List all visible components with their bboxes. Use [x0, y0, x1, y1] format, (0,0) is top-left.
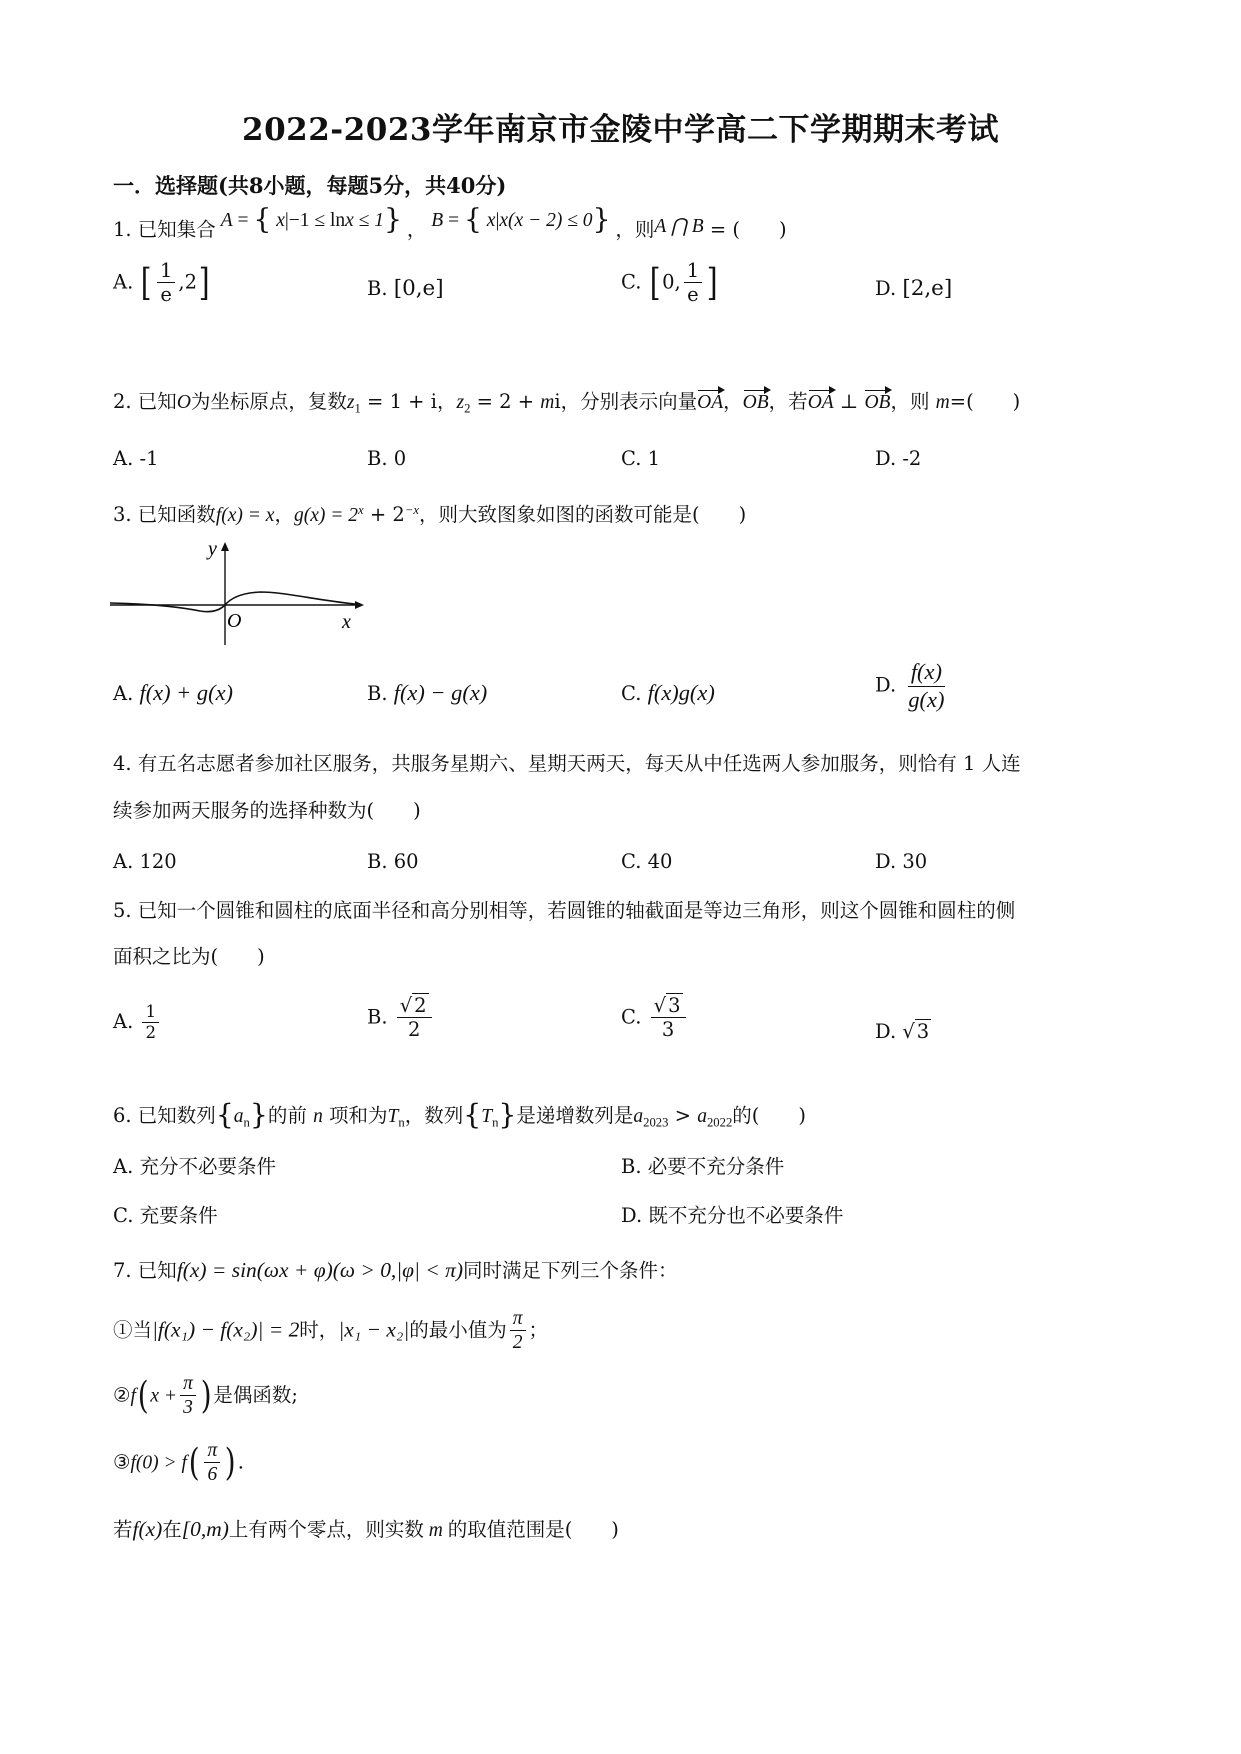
q1-option-c[interactable]: C. [0, $\frac{1}{e}$ ]: [621, 259, 718, 307]
q4-option-b[interactable]: B. 60: [367, 850, 419, 873]
q2-option-d[interactable]: D. -2: [875, 447, 922, 470]
q4-option-a[interactable]: A. 120: [113, 850, 177, 873]
question-6: 6. 已知数列$\{a_n\}$的前 n 项和为$T_n$，数列$\{T_n\}$是递增数列是$a_{2023} > a_{2022}$的( ): [113, 1098, 806, 1131]
q6-option-a[interactable]: A. 充分不必要条件: [113, 1155, 276, 1178]
question-5-line-1: 5. 已知一个圆锥和圆柱的底面半径和高分别相等，若圆锥的轴截面是等边三角形，则这个圆锥和圆柱的侧: [113, 899, 1016, 922]
question-4-line-1: 4. 有五名志愿者参加社区服务，共服务星期六、星期天两天，每天从中任选两人参加服务，则恰有 1 人连: [113, 752, 1021, 775]
y-axis-label: y: [208, 540, 217, 560]
question-1: 1. 已知集合 A = { x|−1 ≤ lnx ≤ 1} ， B = { x|x(x − 2) ≤ 0} ，则A ⋂ B = ( ): [113, 202, 787, 241]
question-2: 2. 已知O为坐标原点，复数$z_1 = 1 + i$，$z_2 = 2$ + mi，分别表示向量OA，OB，若OA ⊥ OB，则 m=( ): [113, 390, 1021, 416]
q3-option-c[interactable]: C. f(x)g(x): [621, 680, 715, 705]
q7-condition-3: ③f(0) > f( $\frac{\pi}{6}$ ).: [113, 1440, 244, 1486]
q5-option-d[interactable]: D. √ 3: [875, 1020, 930, 1043]
question-3: 3. 已知函数f(x) = x，$g(x) = 2^x + 2^{-x}$，则大致图象如图的函数可能是( ): [113, 503, 747, 526]
q1-option-a[interactable]: A. [ $\frac{1}{e}$ ,2]: [113, 259, 210, 307]
q2-option-c[interactable]: C. 1: [621, 447, 661, 470]
q4-option-c[interactable]: C. 40: [621, 850, 673, 873]
question-4-line-2: 续参加两天服务的选择种数为( ): [113, 799, 421, 822]
q1-option-b[interactable]: B. [0,e]: [367, 276, 444, 301]
q3-option-b[interactable]: B. f(x) − g(x): [367, 680, 488, 705]
q6-option-c[interactable]: C. 充要条件: [113, 1204, 218, 1227]
function-curve: [110, 592, 355, 612]
section-heading: 一．选择题(共8小题，每题5分，共40分): [113, 173, 507, 198]
q1-option-d[interactable]: D. [2,e]: [875, 276, 953, 301]
q6-option-d[interactable]: D. 既不充分也不必要条件: [621, 1204, 844, 1227]
q4-option-d[interactable]: D. 30: [875, 850, 928, 873]
x-axis-label: x: [342, 611, 351, 633]
y-axis-arrow: [221, 542, 229, 551]
x-axis-arrow: [355, 601, 364, 609]
question-5-line-2: 面积之比为( ): [113, 945, 265, 968]
origin-label: O: [227, 610, 242, 632]
q3-option-d[interactable]: D. $\frac{f(x)}{g(x)}$: [875, 659, 945, 712]
question-7: 7. 已知f(x) = sin(ωx + φ)(ω > 0,|φ| < π)同时满足下列三个条件：: [113, 1258, 678, 1282]
q7-question: 若f(x)在[0,m)上有两个零点，则实数 m 的取值范围是( ): [113, 1517, 619, 1541]
q6-option-b[interactable]: B. 必要不充分条件: [621, 1155, 785, 1178]
exam-title: 2022-2023学年南京市金陵中学高二下学期期末考试: [242, 112, 999, 148]
q7-condition-1: ①当|f(x₁) − f(x₂)| = 2时，|x₁ − x₂|的最小值为 $\frac{\pi}{2}$ ；: [113, 1308, 549, 1354]
q3-function-graph: [110, 540, 365, 650]
q2-option-a[interactable]: A. -1: [113, 447, 159, 470]
q7-condition-2: ②f(x + $\frac{\pi}{3}$ )是偶函数;: [113, 1373, 298, 1419]
q5-option-c[interactable]: C. $\frac{√ 3}{3}$: [621, 995, 689, 1041]
q3-option-a[interactable]: A. f(x) + g(x): [113, 680, 233, 705]
q2-option-b[interactable]: B. 0: [367, 447, 407, 470]
q5-option-a[interactable]: A. $\frac{1}{2}$: [113, 1003, 162, 1042]
q5-option-b[interactable]: B. $\frac{√ 2}{2}$: [367, 995, 435, 1041]
